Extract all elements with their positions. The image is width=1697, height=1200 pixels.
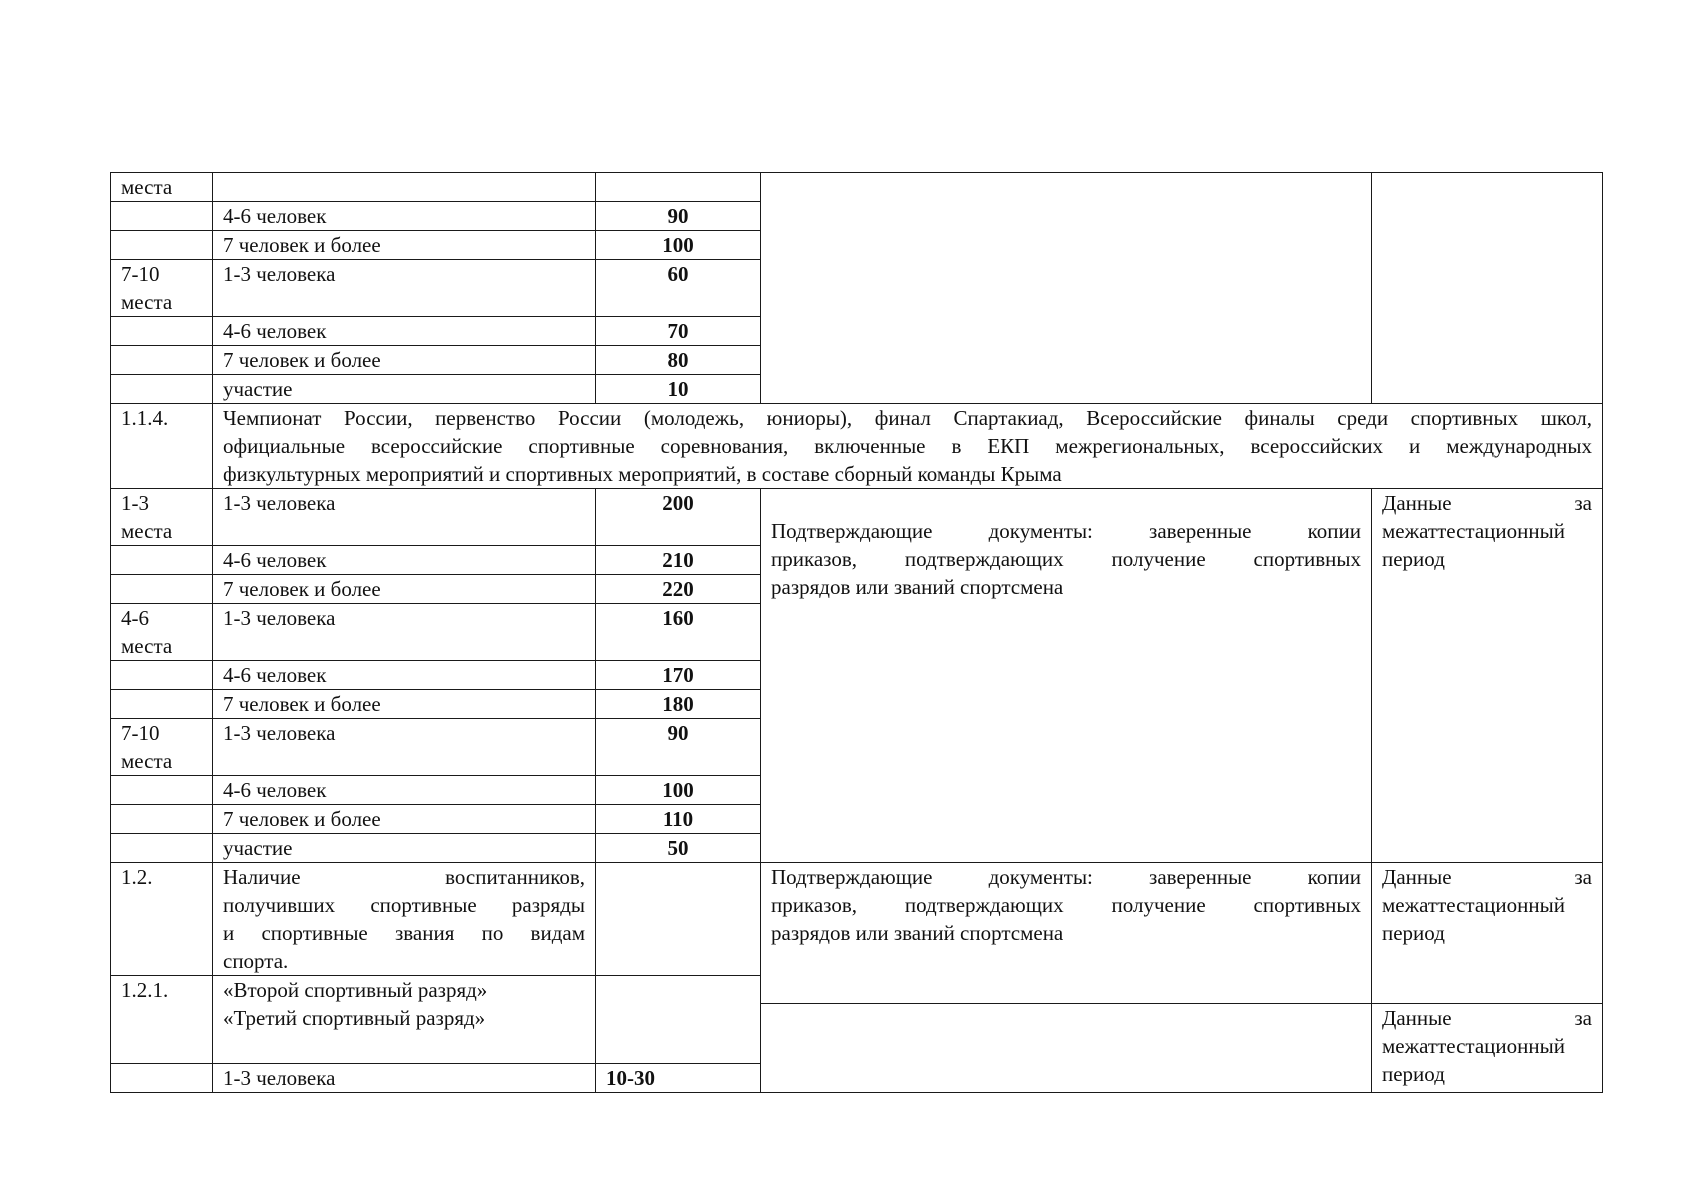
docs-line: разрядов или званий спортсмена <box>771 921 1064 945</box>
section-line: Чемпионат России, первенство России (молодежь, юниоры), финал Спартакиад, Всероссийские финалы среди спортивных школ, <box>223 406 1592 430</box>
points-cell: 50 <box>596 834 761 863</box>
place-cell: места <box>111 173 213 202</box>
place-cell <box>111 546 213 575</box>
points-cell: 10 <box>596 375 761 404</box>
section-description <box>213 404 1603 489</box>
group-cell: 7 человек и более <box>213 690 596 719</box>
points-cell-empty <box>596 863 761 976</box>
place-cell: 7-10 места <box>111 260 213 317</box>
points-cell: 170 <box>596 661 761 690</box>
section-number: 1.1.4. <box>111 404 213 489</box>
group-cell: 7 человек и более <box>213 231 596 260</box>
period-line: период <box>1382 1062 1445 1086</box>
group-cell: 1-3 человека <box>213 489 596 546</box>
place-cell <box>111 834 213 863</box>
period-line: Данные за <box>1382 491 1592 515</box>
period-line: межаттестационный <box>1382 519 1565 543</box>
group-cell: 7 человек и более <box>213 805 596 834</box>
docs-cell-empty <box>761 1004 1372 1093</box>
section-line: официальные всероссийские спортивные соревнования, включенные в ЕКП межрегиональных, всероссийских и международных <box>223 434 1592 458</box>
points-cell: 200 <box>596 489 761 546</box>
period-cell-empty <box>1372 173 1603 404</box>
points-cell: 10-30 <box>596 1064 761 1093</box>
points-cell: 80 <box>596 346 761 375</box>
place-cell <box>111 231 213 260</box>
score-table <box>110 172 1603 1093</box>
period-line: период <box>1382 921 1445 945</box>
group-cell: 7 человек и более <box>213 575 596 604</box>
place-cell <box>111 1064 213 1093</box>
docs-line: Подтверждающие документы: заверенные копии <box>771 865 1361 889</box>
docs-cell-empty <box>761 173 1372 404</box>
docs-cell <box>761 489 1372 863</box>
group-cell: участие <box>213 375 596 404</box>
period-cell <box>1372 1004 1603 1093</box>
period-line: межаттестационный <box>1382 1034 1565 1058</box>
place-cell <box>111 375 213 404</box>
period-cell <box>1372 863 1603 1004</box>
period-line: Данные за <box>1382 865 1592 889</box>
place-cell: 1-3 места <box>111 489 213 546</box>
points-cell: 90 <box>596 202 761 231</box>
place-cell <box>111 575 213 604</box>
points-cell-empty <box>596 976 761 1064</box>
table-row <box>111 173 1603 202</box>
period-cell <box>1372 489 1603 863</box>
place-cell <box>111 805 213 834</box>
group-cell: 4-6 человек <box>213 776 596 805</box>
place-cell <box>111 317 213 346</box>
section-line: и спортивные звания по видам <box>223 921 585 945</box>
points-cell: 220 <box>596 575 761 604</box>
section-line: Наличие воспитанников, <box>223 865 585 889</box>
group-cell: 4-6 человек <box>213 317 596 346</box>
group-cell: 4-6 человек <box>213 546 596 575</box>
section-row-1-1-4 <box>111 404 1603 489</box>
section-number: 1.2. <box>111 863 213 976</box>
points-cell: 110 <box>596 805 761 834</box>
docs-line: приказов, подтверждающих получение спортивных <box>771 547 1361 571</box>
group-cell: 4-6 человек <box>213 661 596 690</box>
place-cell: 7-10 места <box>111 719 213 776</box>
points-cell: 90 <box>596 719 761 776</box>
section-line: получивших спортивные разряды <box>223 893 585 917</box>
section-number: 1.2.1. <box>111 976 213 1064</box>
points-cell: 100 <box>596 231 761 260</box>
section-line: спорта. <box>223 949 289 973</box>
points-cell: 60 <box>596 260 761 317</box>
docs-line: приказов, подтверждающих получение спортивных <box>771 893 1361 917</box>
points-cell: 70 <box>596 317 761 346</box>
points-cell <box>596 173 761 202</box>
place-cell: 4-6 места <box>111 604 213 661</box>
section-row-1-2 <box>111 863 1603 976</box>
place-cell <box>111 776 213 805</box>
section-line: физкультурных мероприятий и спортивных мероприятий, в составе сборный команды Крыма <box>223 462 1062 486</box>
table-row <box>111 489 1603 546</box>
period-line: Данные за <box>1382 1006 1592 1030</box>
group-cell: 1-3 человека <box>213 719 596 776</box>
section-description <box>213 976 596 1064</box>
place-cell <box>111 690 213 719</box>
docs-line: разрядов или званий спортсмена <box>771 575 1064 599</box>
place-cell <box>111 346 213 375</box>
points-cell: 180 <box>596 690 761 719</box>
group-cell <box>213 173 596 202</box>
section-line: «Второй спортивный разряд» <box>223 978 488 1002</box>
group-cell: участие <box>213 834 596 863</box>
group-cell: 7 человек и более <box>213 346 596 375</box>
place-cell <box>111 202 213 231</box>
group-cell: 1-3 человека <box>213 604 596 661</box>
section-line: «Третий спортивный разряд» <box>223 1006 486 1030</box>
points-cell: 160 <box>596 604 761 661</box>
place-cell <box>111 661 213 690</box>
docs-cell <box>761 863 1372 1004</box>
group-cell: 1-3 человека <box>213 1064 596 1093</box>
period-line: межаттестационный <box>1382 893 1565 917</box>
section-description <box>213 863 596 976</box>
group-cell: 1-3 человека <box>213 260 596 317</box>
period-line: период <box>1382 547 1445 571</box>
points-cell: 210 <box>596 546 761 575</box>
points-cell: 100 <box>596 776 761 805</box>
docs-line: Подтверждающие документы: заверенные копии <box>771 519 1361 543</box>
group-cell: 4-6 человек <box>213 202 596 231</box>
